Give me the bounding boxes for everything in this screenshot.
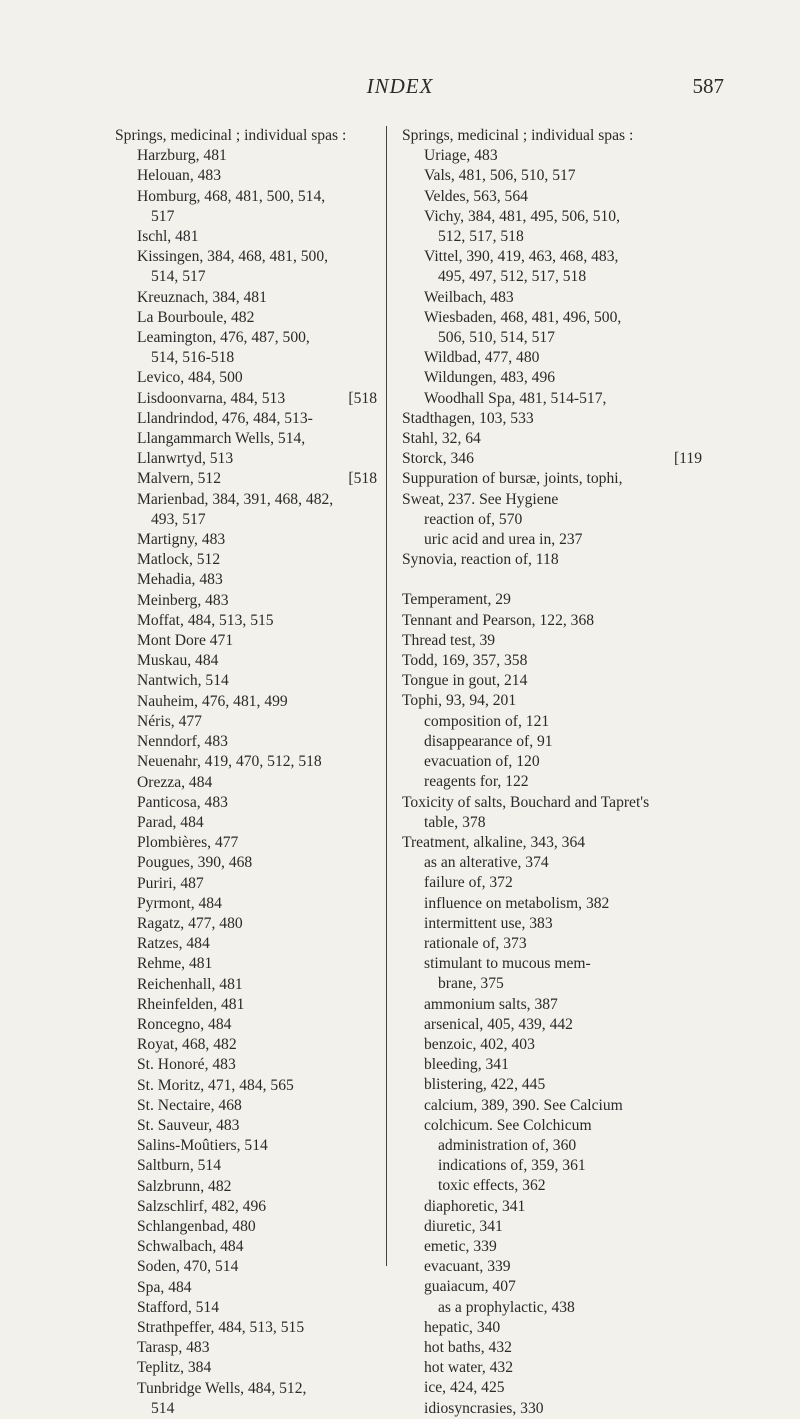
running-title: INDEX (366, 74, 434, 98)
index-entry: Sweat, 237. See Hygiene (402, 490, 559, 508)
index-entry: Salzschlirf, 482, 496 (137, 1197, 267, 1215)
index-entry: Néris, 477 (137, 712, 202, 730)
index-entry: diaphoretic, 341 (424, 1197, 526, 1215)
index-entry: St. Honoré, 483 (137, 1056, 236, 1074)
index-entry: benzoic, 402, 403 (424, 1035, 535, 1053)
index-entry: Ragatz, 477, 480 (137, 914, 243, 932)
index-entry: influence on metabolism, 382 (424, 894, 610, 912)
index-entry: guaiacum, 407 (424, 1278, 516, 1296)
index-entry: composition of, 121 (424, 712, 550, 730)
index-entry: idiosyncrasies, 330 (424, 1399, 544, 1417)
page-number: 587 (692, 74, 724, 98)
index-entry: reaction of, 570 (424, 510, 523, 528)
index-entry: St. Nectaire, 468 (137, 1096, 242, 1114)
index-entry: Kissingen, 384, 468, 481, 500, (137, 248, 329, 266)
index-entry: brane, 375 (438, 975, 504, 993)
index-entry: Nantwich, 514 (137, 672, 229, 690)
index-entry: Vals, 481, 506, 510, 517 (424, 167, 576, 185)
index-entry (115, 389, 377, 409)
index-entry: Wildungen, 483, 496 (424, 369, 556, 387)
index-entry: 514, 517 (151, 268, 206, 286)
index-entry: Homburg, 468, 481, 500, 514, (137, 187, 326, 205)
index-entry: Springs, medicinal ; individual spas : (115, 127, 347, 144)
index-entry: Strathpeffer, 484, 513, 515 (137, 1318, 305, 1336)
index-entry: Mehadia, 483 (137, 571, 223, 589)
index-entry: Marienbad, 384, 391, 468, 482, (137, 490, 334, 508)
entry-text: Storck, 346 (402, 450, 474, 468)
index-entry: reagents for, 122 (424, 773, 529, 791)
index-entry: hepatic, 340 (424, 1318, 501, 1336)
index-entry: La Bourboule, 482 (137, 308, 255, 326)
index-entry: indications of, 359, 361 (438, 1157, 586, 1175)
entry-text: Malvern, 512 (137, 470, 222, 488)
index-entry: ammonium salts, 387 (424, 995, 558, 1013)
index-entry: Thread test, 39 (402, 631, 496, 649)
entry-gap (402, 570, 702, 590)
index-entry: hot water, 432 (424, 1359, 514, 1377)
index-entry: hot baths, 432 (424, 1338, 512, 1356)
index-entry: Woodhall Spa, 481, 514-517, (424, 389, 607, 407)
index-entry: Llangammarch Wells, 514, (137, 430, 306, 448)
index-entry: Neuenahr, 419, 470, 512, 518 (137, 753, 322, 771)
index-entry: Spa, 484 (137, 1278, 192, 1296)
index-entry: 514, 516-518 (151, 349, 235, 367)
index-entry: failure of, 372 (424, 874, 513, 892)
index-entry: Nenndorf, 483 (137, 733, 228, 751)
index-entry: evacuant, 339 (424, 1258, 511, 1276)
index-entry: Helouan, 483 (137, 167, 222, 185)
index-entry: stimulant to mucous mem- (424, 955, 591, 973)
index-entry: Parad, 484 (137, 813, 204, 831)
index-entry: arsenical, 405, 439, 442 (424, 1015, 573, 1033)
index-entry (402, 449, 702, 469)
index-entry: colchicum. See Colchicum (424, 1116, 592, 1134)
column-divider (386, 126, 387, 1266)
index-entry: Stadthagen, 103, 533 (402, 409, 534, 427)
index-entry: Leamington, 476, 487, 500, (137, 329, 310, 347)
index-entry: Reichenhall, 481 (137, 975, 243, 993)
index-entry: 495, 497, 512, 517, 518 (438, 268, 587, 286)
index-entry: Matlock, 512 (137, 551, 221, 569)
index-entry: 512, 517, 518 (438, 228, 524, 246)
index-entry: Vichy, 384, 481, 495, 506, 510, (424, 207, 620, 225)
index-entry: table, 378 (424, 813, 486, 831)
index-entry: Pyrmont, 484 (137, 894, 222, 912)
index-entry: Suppuration of bursæ, joints, tophi, (402, 470, 623, 488)
index-entry: as a prophylactic, 438 (438, 1298, 575, 1316)
index-entry: Plombières, 477 (137, 834, 239, 852)
index-entry: Schwalbach, 484 (137, 1238, 244, 1256)
index-entry (115, 469, 377, 489)
index-entry: Uriage, 483 (424, 147, 498, 165)
index-entry: Wildbad, 477, 480 (424, 349, 540, 367)
index-entry: Rheinfelden, 481 (137, 995, 245, 1013)
index-entry: Springs, medicinal ; individual spas : (402, 127, 634, 144)
index-entry: calcium, 389, 390. See Calcium (424, 1096, 623, 1114)
continuation-marker: [119 (673, 450, 702, 468)
index-entry: rationale of, 373 (424, 934, 527, 952)
index-entry: bleeding, 341 (424, 1056, 509, 1074)
index-entry: Rehme, 481 (137, 955, 213, 973)
index-entry: as an alterative, 374 (424, 854, 549, 872)
index-entry: Tunbridge Wells, 484, 512, (137, 1379, 307, 1397)
index-entry: Panticosa, 483 (137, 793, 228, 811)
index-entry: Teplitz, 384 (137, 1359, 212, 1377)
index-column-left (115, 126, 377, 1419)
index-entry: Meinberg, 483 (137, 591, 229, 609)
index-entry: evacuation of, 120 (424, 753, 540, 771)
index-entry: Martigny, 483 (137, 531, 226, 549)
index-entry: Ratzes, 484 (137, 935, 210, 953)
index-entry: blistering, 422, 445 (424, 1076, 546, 1094)
index-entry: Llanwrtyd, 513 (137, 450, 234, 468)
index-column-right (402, 126, 702, 1419)
index-entry: Salins-Moûtiers, 514 (137, 1137, 268, 1155)
index-entry: uric acid and urea in, 237 (424, 531, 583, 549)
entry-text: Lisdoonvarna, 484, 513 (137, 389, 286, 407)
index-entry: 493, 517 (151, 510, 206, 528)
index-entry: diuretic, 341 (424, 1217, 503, 1235)
page-header (0, 74, 800, 104)
index-entry: Kreuznach, 384, 481 (137, 288, 267, 306)
index-entry: Harzburg, 481 (137, 147, 227, 165)
index-entry: Veldes, 563, 564 (424, 187, 528, 205)
index-entry: Nauheim, 476, 481, 499 (137, 692, 288, 710)
index-entry: Llandrindod, 476, 484, 513- (137, 409, 313, 427)
index-entry: Orezza, 484 (137, 773, 213, 791)
index-entry: Tophi, 93, 94, 201 (402, 692, 517, 710)
index-entry: Ischl, 481 (137, 228, 199, 246)
index-entry: Moffat, 484, 513, 515 (137, 611, 274, 629)
index-entry: 506, 510, 514, 517 (438, 329, 555, 347)
continuation-marker: [518 (348, 470, 377, 488)
index-entry: ice, 424, 425 (424, 1379, 505, 1397)
index-entry: intermittent use, 383 (424, 914, 553, 932)
continuation-marker: [518 (348, 389, 377, 407)
index-entry: toxic effects, 362 (438, 1177, 546, 1195)
index-entry: St. Sauveur, 483 (137, 1116, 240, 1134)
index-entry: Weilbach, 483 (424, 288, 514, 306)
index-entry: Roncegno, 484 (137, 1015, 232, 1033)
index-entry: Schlangenbad, 480 (137, 1217, 256, 1235)
index-entry: administration of, 360 (438, 1136, 577, 1154)
index-entry: Tongue in gout, 214 (402, 672, 528, 690)
index-entry: Vittel, 390, 419, 463, 468, 483, (424, 248, 619, 266)
index-entry: Levico, 484, 500 (137, 369, 243, 387)
index-entry: Tarasp, 483 (137, 1339, 210, 1357)
index-entry: 514 (151, 1399, 175, 1417)
index-entry: Muskau, 484 (137, 652, 219, 670)
index-entry: Puriri, 487 (137, 874, 204, 892)
index-entry: 517 (151, 207, 175, 225)
index-entry: Tennant and Pearson, 122, 368 (402, 611, 595, 629)
index-entry: Royat, 468, 482 (137, 1036, 237, 1054)
index-entry: Wiesbaden, 468, 481, 496, 500, (424, 308, 622, 326)
index-entry: Salzbrunn, 482 (137, 1177, 232, 1195)
index-entry: Todd, 169, 357, 358 (402, 652, 528, 670)
index-entry: Soden, 470, 514 (137, 1258, 239, 1276)
index-entry: Stahl, 32, 64 (402, 430, 481, 448)
index-entry: Synovia, reaction of, 118 (402, 551, 559, 569)
index-entry: Toxicity of salts, Bouchard and Tapret's (402, 793, 650, 811)
index-entry: Stafford, 514 (137, 1298, 220, 1316)
index-entry: disappearance of, 91 (424, 732, 553, 750)
index-entry: Mont Dore 471 (137, 632, 234, 650)
index-entry: Treatment, alkaline, 343, 364 (402, 833, 586, 851)
index-entry: St. Moritz, 471, 484, 565 (137, 1076, 294, 1094)
index-entry: emetic, 339 (424, 1237, 497, 1255)
index-entry: Saltburn, 514 (137, 1157, 222, 1175)
index-entry: Temperament, 29 (402, 591, 511, 609)
index-entry: Pougues, 390, 468 (137, 854, 253, 872)
